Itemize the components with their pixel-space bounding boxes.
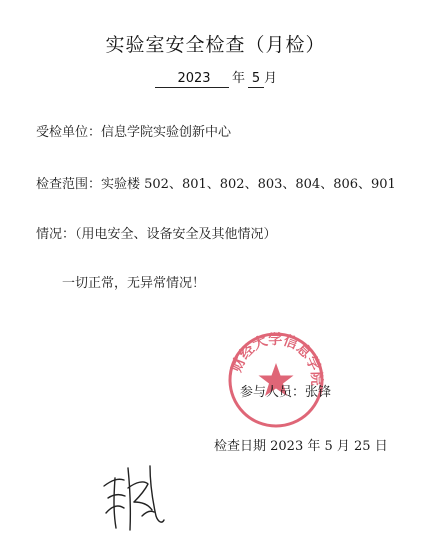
inspection-period	[155, 67, 277, 88]
inspection-scope: 检查范围：实验楼 502、801、802、803、804、806、901	[36, 177, 396, 192]
inspection-date: 检查日期 2023 年 5 月 25 日	[214, 439, 388, 454]
inspected-unit: 受检单位：信息学院实验创新中心	[36, 125, 232, 140]
inspection-result: 一切正常，无异常情况！	[62, 276, 206, 291]
participant: 参与人员：张锋	[240, 385, 332, 400]
document-title: 实验室安全检查（月检）	[105, 34, 326, 56]
official-seal-icon	[226, 330, 326, 430]
period-year-label: 年	[232, 71, 246, 86]
period-year: 2023	[155, 71, 229, 88]
svg-text:财经大学信息学院: 财经大学信息学院	[228, 331, 325, 387]
situation-heading: 情况：（用电安全、设备安全及其他情况）	[36, 227, 277, 242]
handwritten-signature-icon	[98, 458, 168, 538]
period-month-label: 月	[264, 71, 278, 86]
period-month: 5	[248, 71, 264, 88]
